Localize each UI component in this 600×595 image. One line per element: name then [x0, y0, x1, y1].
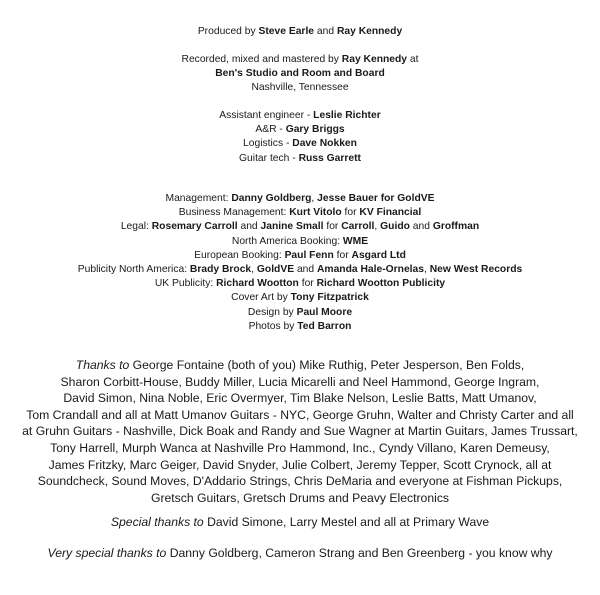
thanks-line: Thanks to George Fontaine (both of you) Mike Ruthig, Peter Jesperson, Ben Folds, [75, 358, 525, 372]
photos-line: Photos by Ted Barron [248, 320, 352, 332]
producer-name: Steve Earle [258, 26, 315, 37]
crew-line: Logistics - Dave Nokken [243, 138, 357, 150]
engineer-name: Ray Kennedy [341, 54, 408, 65]
very-special-thanks-line: Very special thanks to Danny Goldberg, Cameron Strang and Ben Greenberg - you know why [47, 546, 553, 560]
very-special-thanks [0, 545, 600, 562]
eu-booking-line: European Booking: Paul Fenn for Asgard Ltd [194, 249, 406, 261]
management-line: Management: Danny Goldberg, Jesse Bauer for GoldVE [165, 193, 435, 204]
business-credits [0, 192, 600, 334]
cover-art-line: Cover Art by Tony Fitzpatrick [231, 292, 369, 304]
crew-line: Assistant engineer - Leslie Richter [219, 110, 381, 121]
recording-line: Recorded, mixed and mastered by Ray Kennedy at [181, 54, 419, 65]
uk-publicity-line: UK Publicity: Richard Wootton for Richard Wootton Publicity [154, 278, 446, 290]
special-thanks-label: Special thanks to [110, 515, 204, 529]
thanks-label: Thanks to [75, 358, 130, 372]
publicity-na-line: Publicity North America: Brady Brock, GoldVE and Amanda Hale-Ornelas, New West Records [77, 264, 523, 276]
thanks-line: Soundcheck, Sound Moves, D'Addario Strings, Chris DeMaria and everyone at Fishman Pickups, [37, 474, 563, 489]
thanks-line: Sharon Corbitt-House, Buddy Miller, Lucia Micarelli and Neel Hammond, George Ingram, [60, 374, 540, 389]
studio-name: Ben's Studio and Room and Board [215, 68, 385, 80]
design-line: Design by Paul Moore [247, 306, 353, 318]
thanks-line: Tony Harrell, Murph Wanca at Nashville Pro Hammond, Inc., Cyndy Villano, Karen Demeusy, [50, 440, 550, 455]
special-thanks [0, 514, 600, 531]
thanks-section [0, 357, 600, 506]
very-special-thanks-label: Very special thanks to [47, 546, 167, 560]
producer-name: Ray Kennedy [336, 26, 403, 37]
producer-line: Produced by Steve Earle and Ray Kennedy [197, 26, 403, 37]
thanks-line: Tom Crandall and all at Matt Umanov Guitars - NYC, George Gruhn, Walter and Christy Carter and all [26, 407, 574, 422]
studio-line [0, 67, 600, 81]
crew-line: A&R - Gary Briggs [255, 124, 345, 136]
thanks-line: Gretsch Guitars, Gretsch Drums and Peavy Electronics [150, 490, 450, 505]
thanks-line: at Gruhn Guitars - Nashville, Dick Boak and Randy and Sue Wagner at Martin Guitars, James Trussart, [22, 424, 578, 439]
na-booking-line: North America Booking: WME [231, 235, 369, 247]
thanks-line: David Simon, Nina Noble, Eric Overmyer, Tim Blake Nelson, Leslie Batts, Matt Umanov, [63, 391, 537, 406]
recording-credit [0, 53, 600, 96]
crew-line: Guitar tech - Russ Garrett [239, 152, 361, 164]
producer-credit [0, 25, 600, 39]
business-management-line: Business Management: Kurt Vitolo for KV Financial [178, 207, 422, 219]
legal-line: Legal: Rosemary Carroll and Janine Small for Carroll, Guido and Groffman [120, 221, 480, 233]
thanks-line: James Fritzky, Marc Geiger, David Snyder, Julie Colbert, Jeremy Tepper, Scott Crynock, all at [48, 457, 552, 472]
location-line: Nashville, Tennessee [251, 82, 349, 94]
crew-credits [0, 109, 600, 166]
special-thanks-line: Special thanks to David Simone, Larry Mestel and all at Primary Wave [110, 515, 490, 529]
